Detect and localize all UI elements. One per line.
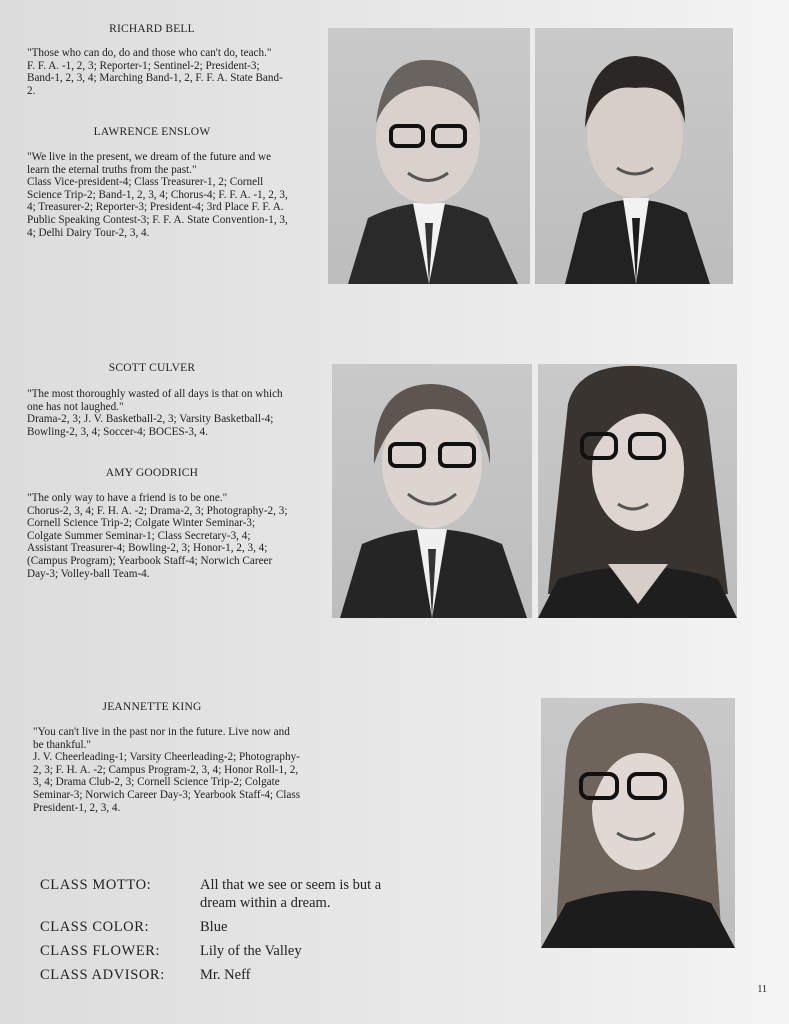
class-info-value: Blue (200, 919, 228, 935)
class-motto-row (40, 876, 400, 912)
student-bio (27, 388, 289, 438)
portrait-photo (328, 28, 530, 284)
student-activities: Chorus-2, 3, 4; F. H. A. -2; Drama-2, 3; Photography-2, 3; Cornell Science Trip-2; Colgate Winter Seminar-3; Colgate Summer Seminar-1; Class Secretary-3, 4; Assistant Treasurer-4; Bowling-2, 3; Honor-1, 2, 3, 4; (Campus Program); Yearbook Staff-4; Norwich Career Day-3; Volley-ball Team-4. (27, 504, 288, 580)
student-quote: "Those who can do, do and those who can't do, teach." (27, 47, 272, 59)
portrait-photo (538, 364, 737, 618)
class-advisor-row (40, 966, 400, 984)
portrait-photo (332, 364, 532, 618)
student-name: RICHARD BELL (109, 23, 195, 35)
student-bio (27, 492, 289, 580)
class-info-value: All that we see or seem is but a dream within a dream. (200, 877, 382, 911)
class-info-label: CLASS FLOWER: (40, 943, 161, 959)
class-info-value: Lily of the Valley (200, 943, 302, 959)
student-quote: "The only way to have a friend is to be one." (27, 492, 228, 504)
student-bio (33, 726, 301, 814)
class-info-label: CLASS COLOR: (40, 919, 150, 935)
student-name: SCOTT CULVER (108, 362, 196, 374)
student-activities: J. V. Cheerleading-1; Varsity Cheerleading-2; Photography-2, 3; F. H. A. -2; Campus Program-2, 3, 4; Honor Roll-1, 2, 3, 4; Drama Club-2, 3; Cornell Science Trip-2; Colgate Seminar-3; Norwich Career Day-3; Yearbook Staff-4; Class President-1, 2, 3, 4. (33, 751, 301, 814)
class-info (40, 876, 400, 990)
student-quote: "The most thoroughly wasted of all days is that on which one has not laughed." (27, 388, 283, 413)
class-info-label: CLASS ADVISOR: (40, 967, 165, 983)
student-quote: "We live in the present, we dream of the future and we learn the eternal truths from the past." (27, 151, 272, 176)
student-name: AMY GOODRICH (105, 467, 199, 479)
student-name: LAWRENCE ENSLOW (93, 126, 211, 138)
student-activities: Class Vice-president-4; Class Treasurer-1, 2; Cornell Science Trip-2; Band-1, 2, 3, 4; Chorus-4; F. F. A. -1, 2, 3, 4; Treasurer-2; Reporter-3; President-4; 3rd Place F. F. A. Public Speaking Contest-3; F. F. A. State Convention-1, 3, 4; Delhi Dairy Tour-2, 3, 4. (27, 176, 288, 239)
portrait-photo (541, 698, 735, 948)
portrait-photo (535, 28, 733, 284)
class-color-row (40, 918, 400, 936)
class-flower-row (40, 942, 400, 960)
class-info-label: CLASS MOTTO: (40, 877, 152, 893)
student-bio (27, 151, 289, 239)
student-quote: "You can't live in the past nor in the future. Live now and be thankful." (33, 726, 290, 751)
student-activities: F. F. A. -1, 2, 3; Reporter-1; Sentinel-2; President-3; Band-1, 2, 3, 4; Marching Band-1, 2, F. F. A. State Band-2. (27, 59, 283, 97)
page-number: 11 (757, 984, 767, 995)
class-info-value: Mr. Neff (200, 967, 251, 983)
student-name: JEANNETTE KING (102, 701, 202, 713)
student-bio (27, 47, 289, 97)
student-activities: Drama-2, 3; J. V. Basketball-2, 3; Varsity Basketball-4; Bowling-2, 3, 4; Soccer-4; BOCES-3, 4. (27, 413, 274, 438)
